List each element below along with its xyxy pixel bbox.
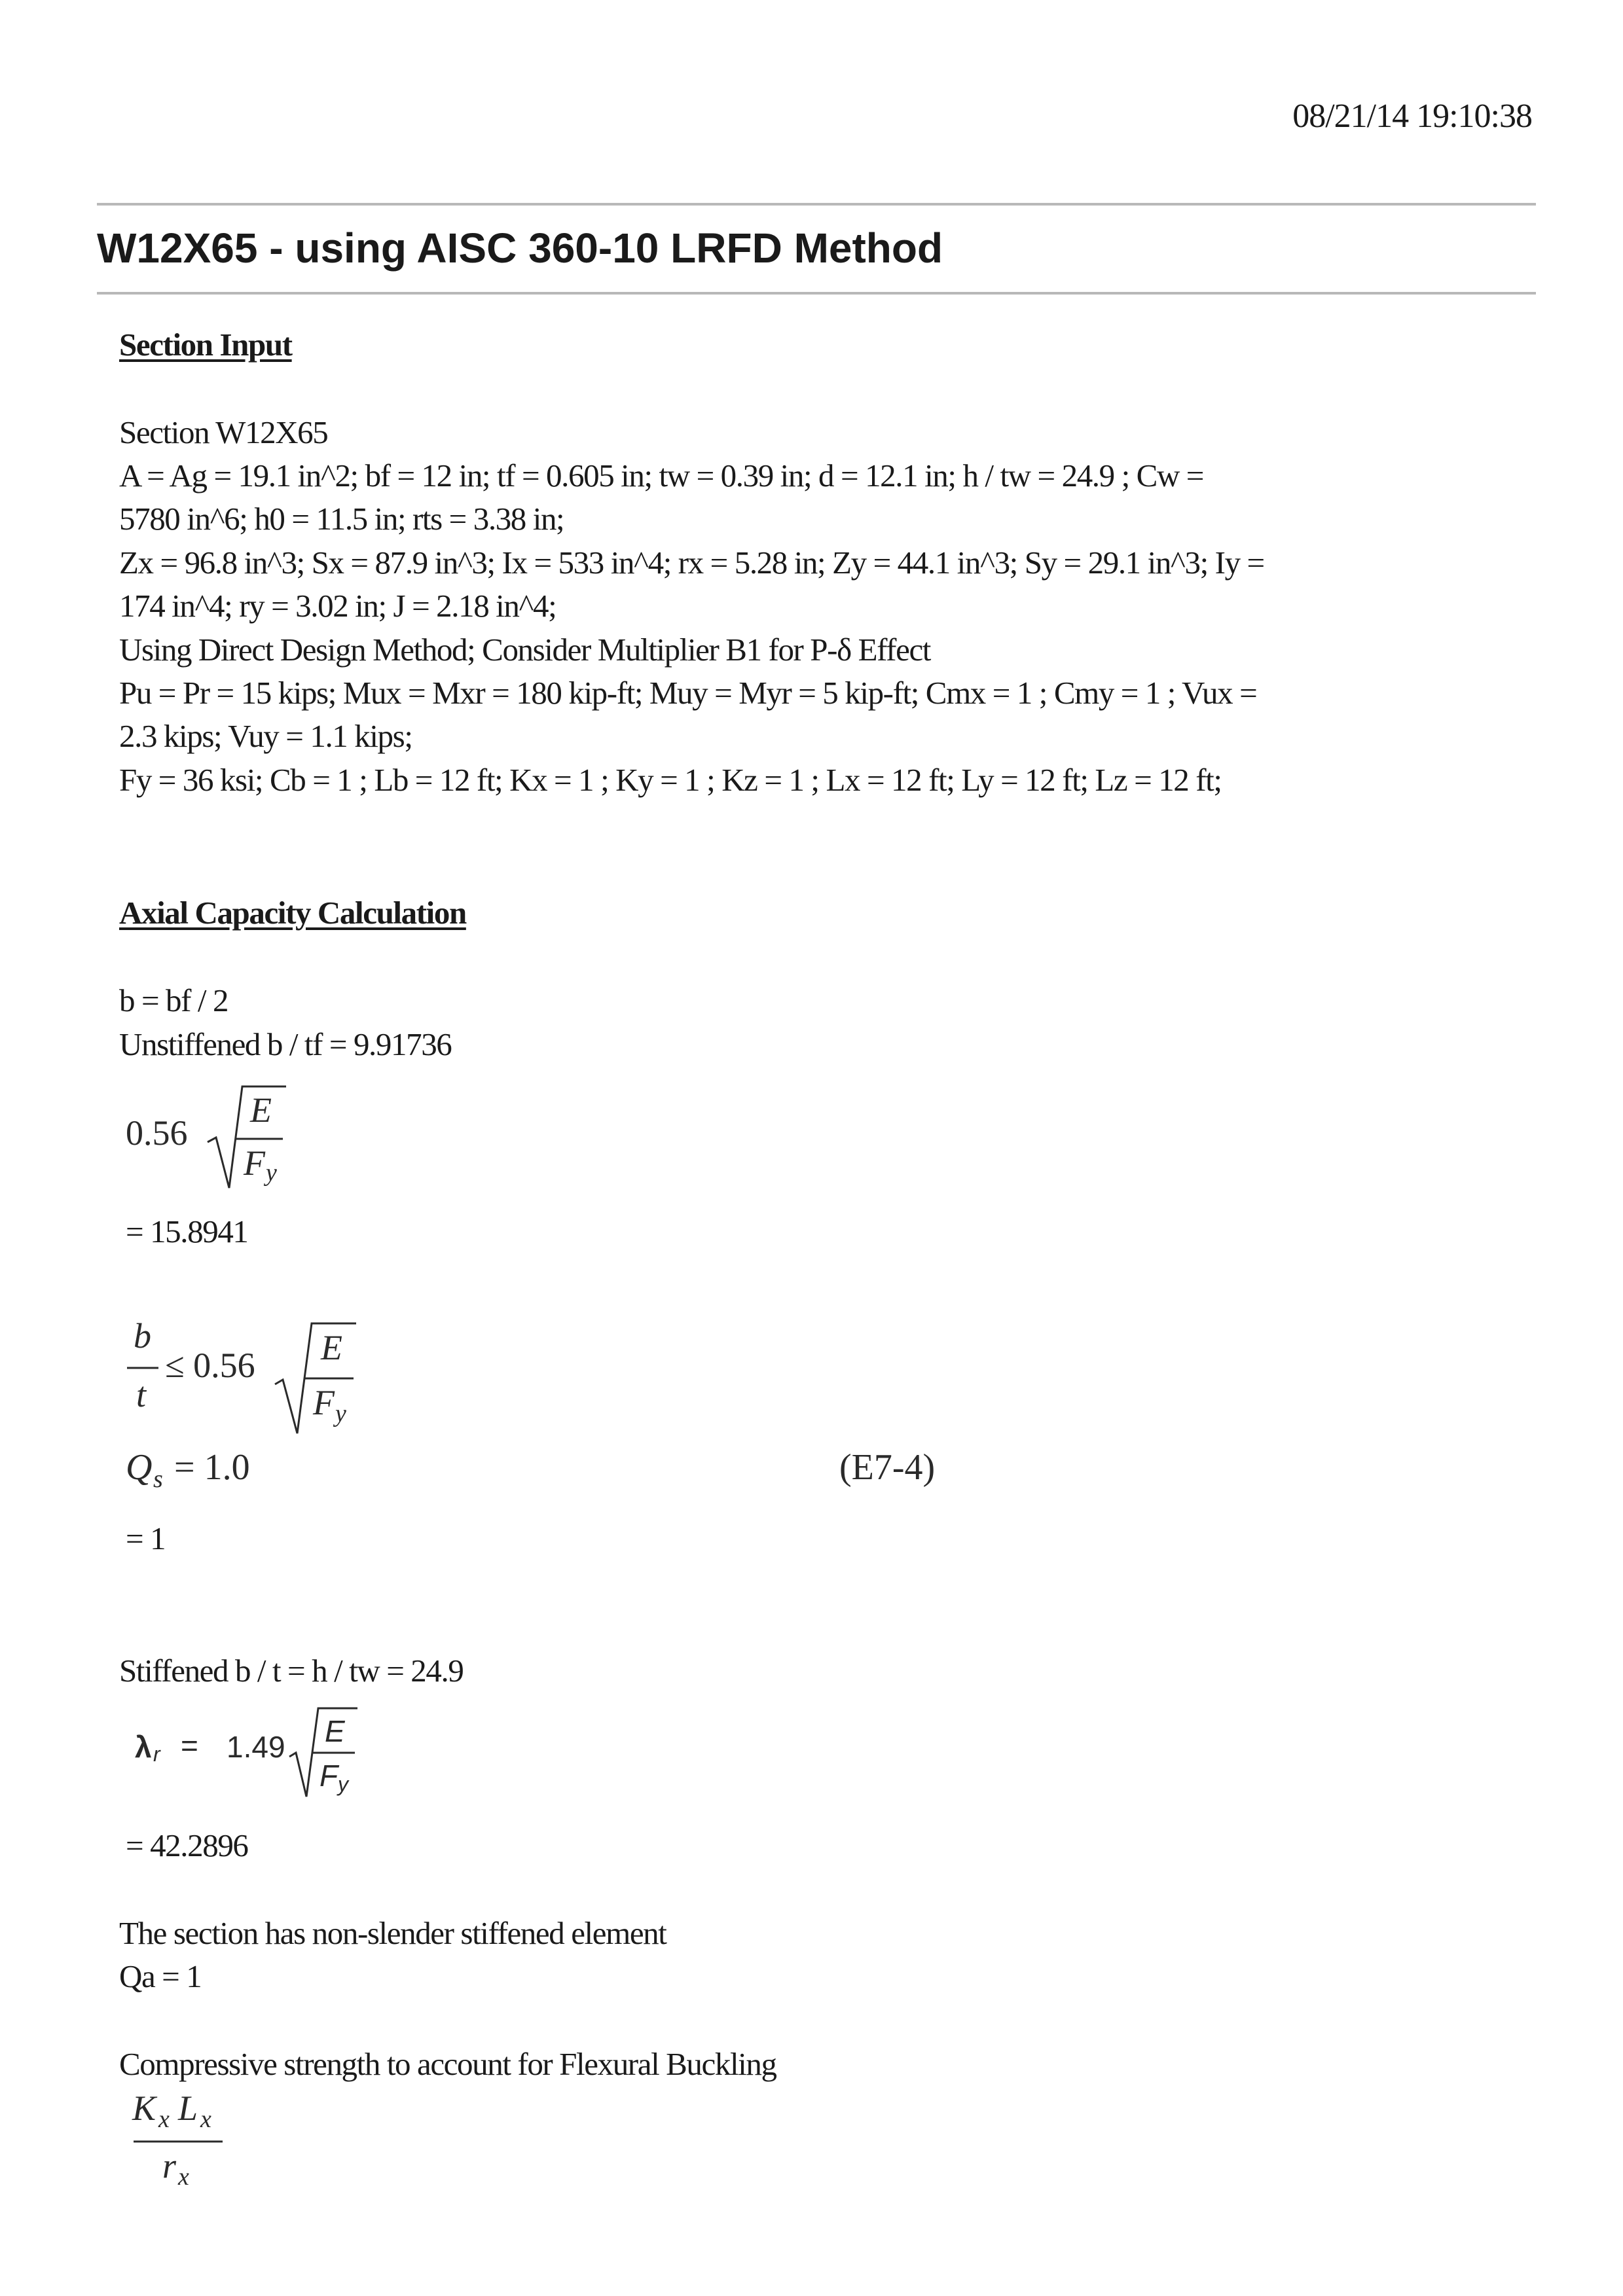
section-input-line: Section W12X65: [119, 414, 328, 450]
qs-s: s: [153, 1465, 163, 1493]
lambda-r-formula: [135, 1695, 475, 1806]
limit-F: F: [244, 1143, 265, 1183]
kl-Lx: x: [200, 2106, 211, 2133]
qa-value: Qa = 1: [119, 1958, 202, 1994]
title-rule: [97, 292, 1536, 295]
section-input-line: Zx = 96.8 in^3; Sx = 87.9 in^3; Ix = 533 in^4; rx = 5.28 in; Zy = 44.1 in^3; Sy = 29.1 in^3; Iy =: [119, 545, 1264, 581]
kl-Kx: x: [158, 2106, 170, 2133]
qs-Q: Q: [126, 1447, 153, 1488]
kl-K: K: [132, 2089, 156, 2128]
lambda-y: y: [338, 1772, 348, 1796]
condition-F: F: [313, 1383, 335, 1422]
slenderness-condition: [126, 1309, 466, 1440]
top-rule: [97, 203, 1536, 206]
kl-r: r: [162, 2146, 177, 2185]
limit-coefficient: 0.56: [126, 1113, 188, 1153]
nonslender-statement: The section has non-slender stiffened element: [119, 1915, 666, 1951]
lambda-equals: =: [181, 1729, 198, 1763]
section-input-line: Fy = 36 ksi; Cb = 1 ; Lb = 12 ft; Kx = 1 ; Ky = 1 ; Kz = 1 ; Lx = 12 ft; Ly = 12 ft; Lz = 12 ft;: [119, 762, 1222, 798]
sqrt-symbol: [135, 1695, 475, 1806]
timestamp: 08/21/14 19:10:38: [1292, 98, 1532, 135]
fraction-bar: [132, 2088, 263, 2206]
section-input-line: 2.3 kips; Vuy = 1.1 kips;: [119, 718, 412, 754]
limit-E: E: [250, 1090, 272, 1130]
lambda-symbol: λ: [135, 1730, 152, 1764]
limit-y: y: [266, 1159, 277, 1187]
kl-over-r-formula: [132, 2088, 263, 2206]
section-input-line: Using Direct Design Method; Consider Multiplier B1 for P-δ Effect: [119, 632, 931, 668]
lambda-coefficient: 1.49: [227, 1730, 285, 1764]
unstiffened-ratio: Unstiffened b / tf = 9.91736: [119, 1026, 452, 1062]
b-definition: b = bf / 2: [119, 982, 228, 1018]
section-input-line: 5780 in^6; h0 = 11.5 in; rts = 3.38 in;: [119, 501, 564, 537]
section-input-line: Pu = Pr = 15 kips; Mux = Mxr = 180 kip-ft; Muy = Myr = 5 kip-ft; Cmx = 1 ; Cmy = 1 ; Vux =: [119, 675, 1257, 711]
qs-result: = 1: [126, 1520, 166, 1556]
flange-limit-formula: [126, 1073, 401, 1198]
lambda-F: F: [319, 1759, 338, 1793]
condition-relation: ≤ 0.56: [165, 1346, 255, 1385]
page-title: W12X65 - using AISC 360-10 LRFD Method: [97, 224, 943, 272]
equation-reference: (E7-4): [839, 1447, 936, 1488]
condition-t: t: [136, 1375, 147, 1414]
kl-rx: x: [178, 2163, 189, 2191]
flexural-buckling-statement: Compressive strength to account for Flexural Buckling: [119, 2046, 776, 2082]
axial-capacity-heading: Axial Capacity Calculation: [119, 895, 466, 931]
qs-equation: [126, 1446, 977, 1505]
condition-b: b: [134, 1316, 151, 1355]
lambda-r-result: = 42.2896: [126, 1827, 248, 1863]
lambda-E: E: [325, 1714, 345, 1748]
section-input-heading: Section Input: [119, 327, 292, 363]
qs-value: = 1.0: [174, 1447, 250, 1488]
lambda-subscript: r: [153, 1742, 160, 1766]
kl-L: L: [178, 2089, 198, 2128]
flange-limit-result: = 15.8941: [126, 1213, 248, 1249]
section-input-line: A = Ag = 19.1 in^2; bf = 12 in; tf = 0.605 in; tw = 0.39 in; d = 12.1 in; h / tw = 24.9 ; Cw =: [119, 457, 1204, 493]
condition-y: y: [335, 1400, 346, 1427]
condition-E: E: [321, 1328, 342, 1367]
section-input-line: 174 in^4; ry = 3.02 in; J = 2.18 in^4;: [119, 588, 556, 624]
stiffened-ratio: Stiffened b / t = h / tw = 24.9: [119, 1653, 464, 1689]
